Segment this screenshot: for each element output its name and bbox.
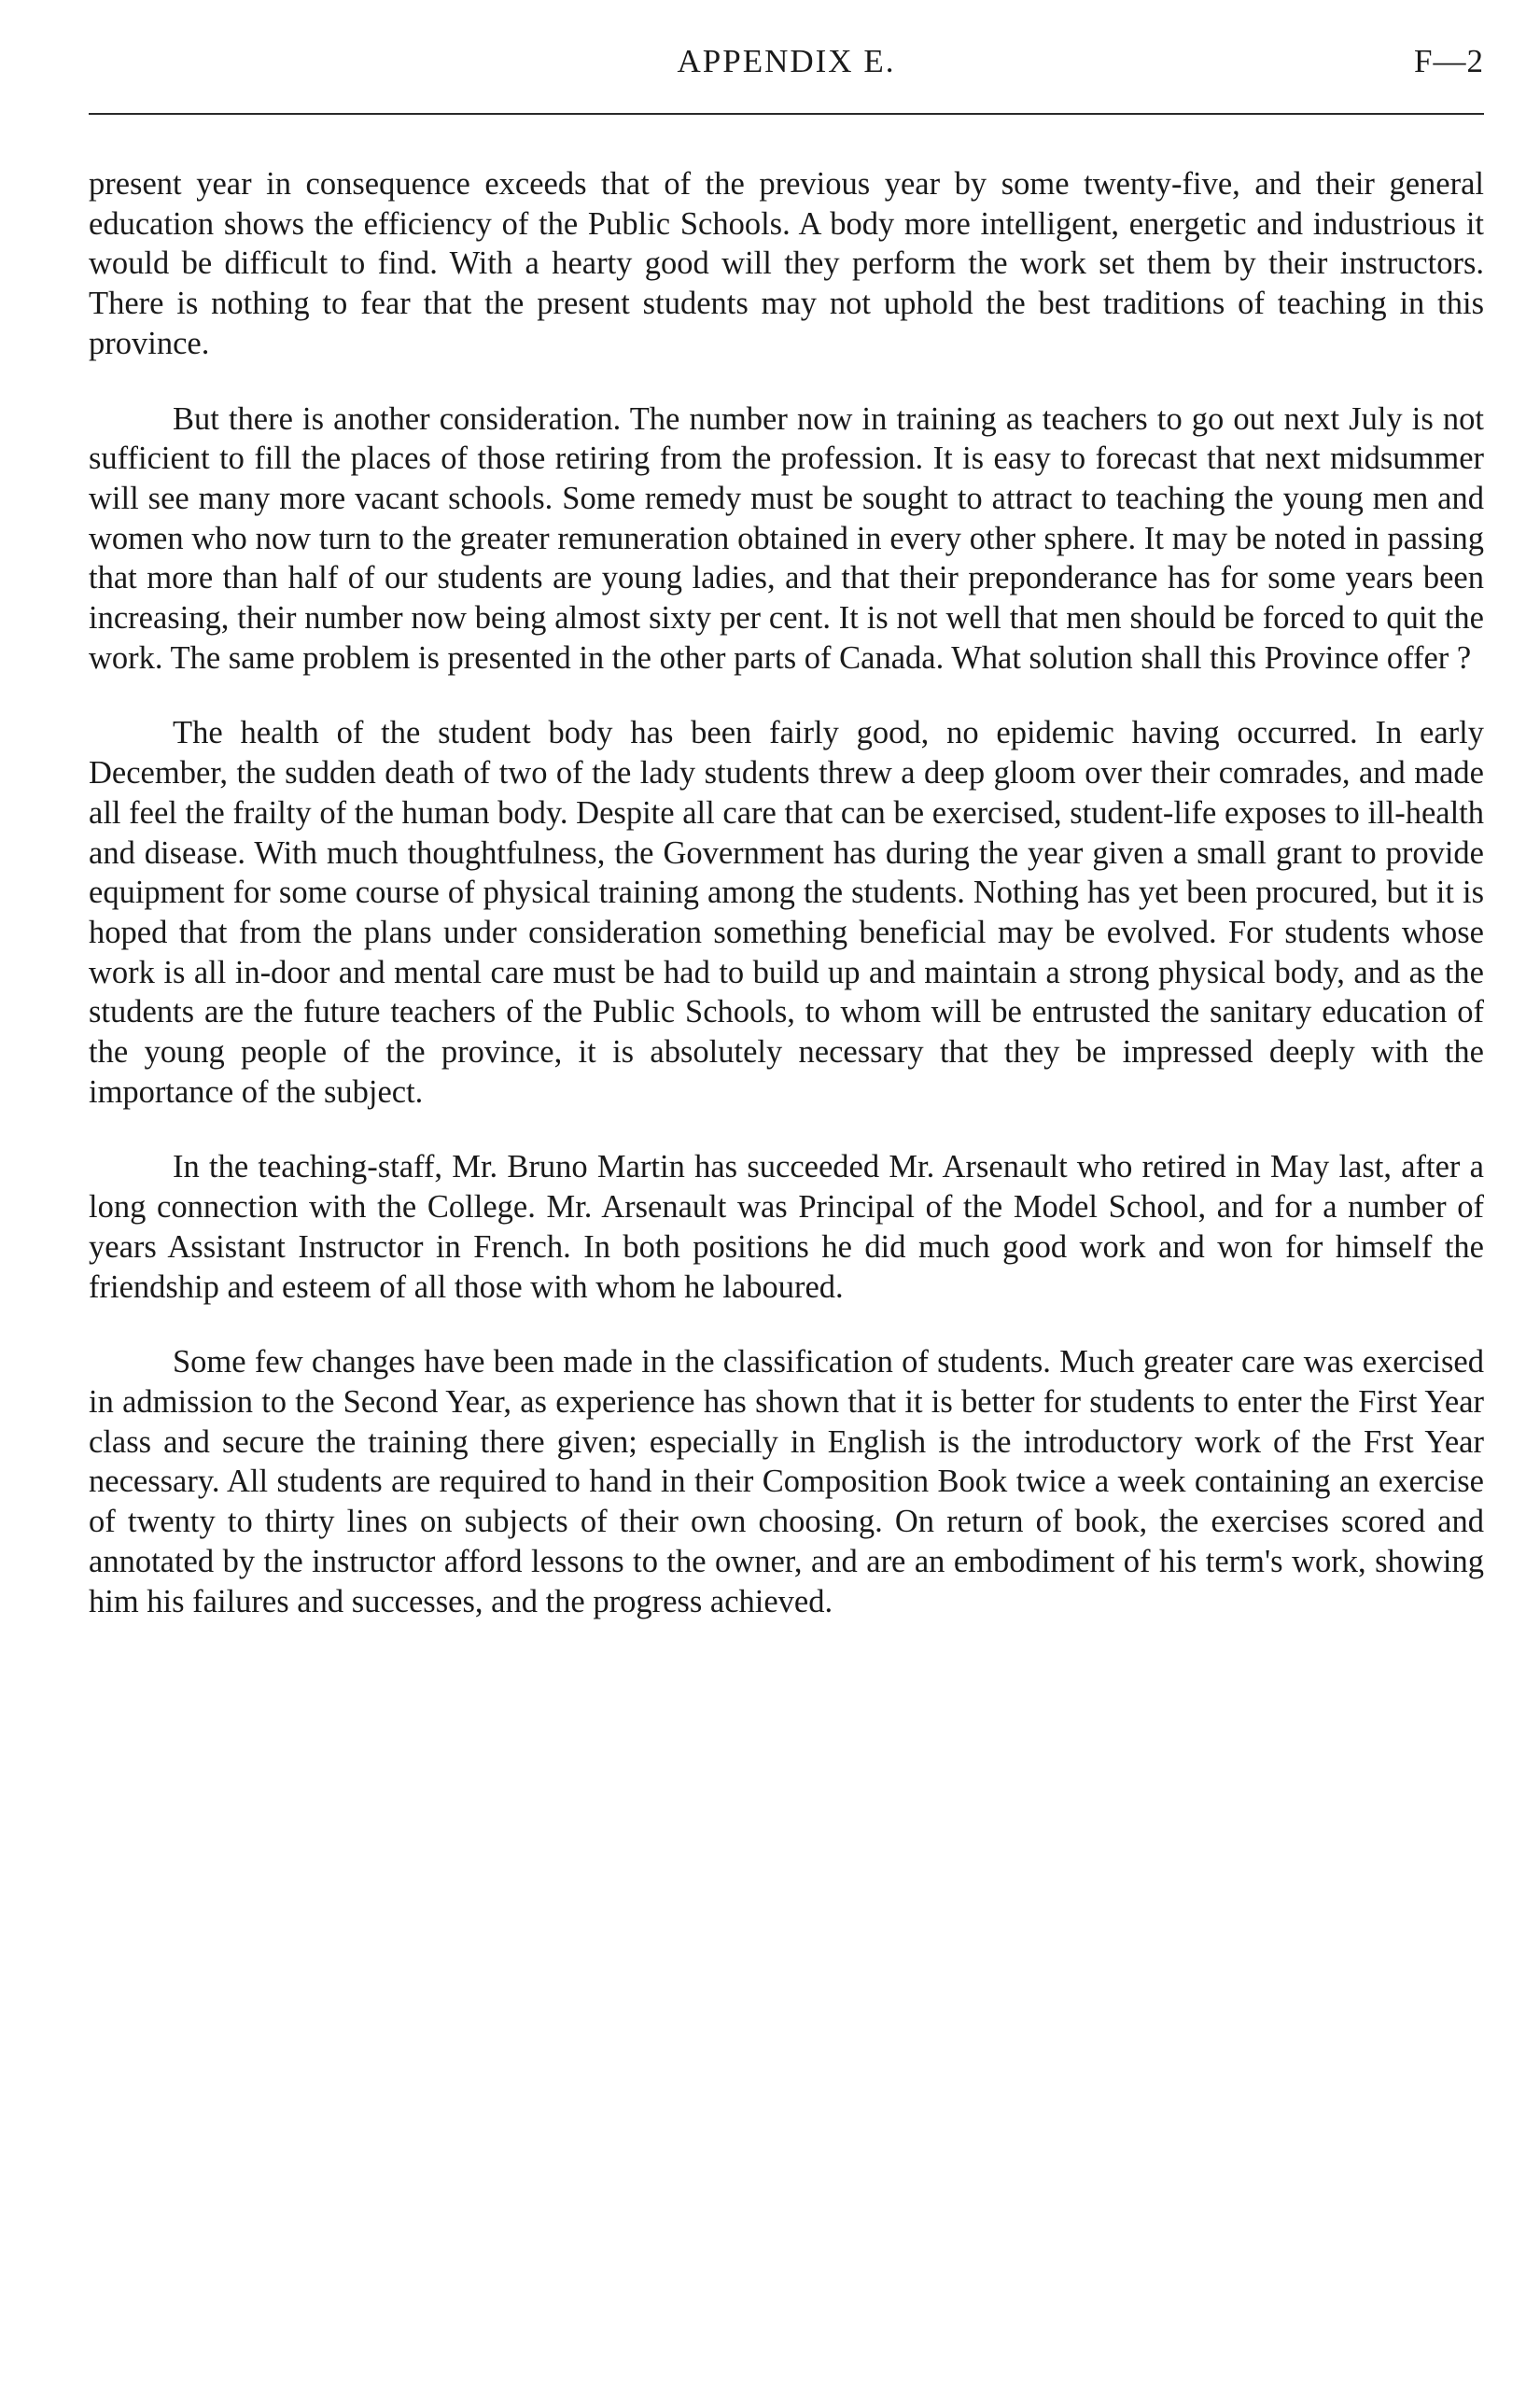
paragraph-teaching-staff: In the teaching-staff, Mr. Bruno Martin has succeeded Mr. Arsenault who retired in May last, after a long connection with the College. Mr. Arsenault was Principal of the Model School, and for a number of years Assistant Instructor in French. In both positions he did much good work and won for himself the friendship and esteem of all those with whom he laboured. [89,1149,1484,1305]
paragraph-health: The health of the student body has been fairly good, no epidemic having occurred. In early December, the sudden death of two of the lady students threw a deep gloom over their comrades, and made all feel the frailty of the human body. Despite all care that can be exercised, student-life exposes to ill-health and disease. With much thoughtfulness, the Government has during the year given a small grant to provide equipment for some course of physical training among the students. Nothing has yet been procured, but it is hoped that from the plans under consideration something beneficial may be evolved. For students whose work is all in-door and mental care must be had to build up and maintain a strong physical body, and as the students are the future teachers of the Public Schools, to whom will be entrusted the sanitary education of the young people of the province, it is absolutely necessary that they be impressed deeply with the importance of the subject. [89,715,1484,1110]
body-text [89,164,1484,1621]
page-header [89,43,1484,90]
paragraph-classification: Some few changes have been made in the classification of students. Much greater care was exercised in admission to the Second Year, as experience has shown that it is better for students to enter the First Year class and secure the training there given; especially in English is the introductory work of the Frst Year necessary. All students are required to hand in their Composition Book twice a week containing an exercise of twenty to thirty lines on subjects of their own choosing. On return of book, the exercises scored and annotated by the instructor afford lessons to the owner, and are an embodiment of his term's work, showing him his failures and successes, and the progress achieved. [89,1344,1484,1619]
header-rule [89,113,1484,115]
appendix-title: APPENDIX E. [677,43,896,79]
paragraph-continuation: present year in consequence exceeds that of the previous year by some twenty-five, and their general education shows the efficiency of the Public Schools. A body more intelligent, energetic and industrious it would be difficult to find. With a hearty good will they perform the work set them by their instructors. There is nothing to fear that the present students may not uphold the best traditions of teaching in this province. [89,166,1484,361]
paragraph-consideration: But there is another consideration. The number now in training as teachers to go out next July is not sufficient to fill the places of those retiring from the profession. It is easy to forecast that next midsummer will see many more vacant schools. Some remedy must be sought to attract to teaching the young men and women who now turn to the greater remuneration obtained in every other sphere. It may be noted in passing that more than half of our students are young ladies, and that their preponderance has for some years been increasing, their number now being almost sixty per cent. It is not well that men should be forced to quit the work. The same problem is presented in the other parts of Canada. What solution shall this Province offer ? [89,400,1484,676]
page-number: F—2 [1414,43,1484,79]
